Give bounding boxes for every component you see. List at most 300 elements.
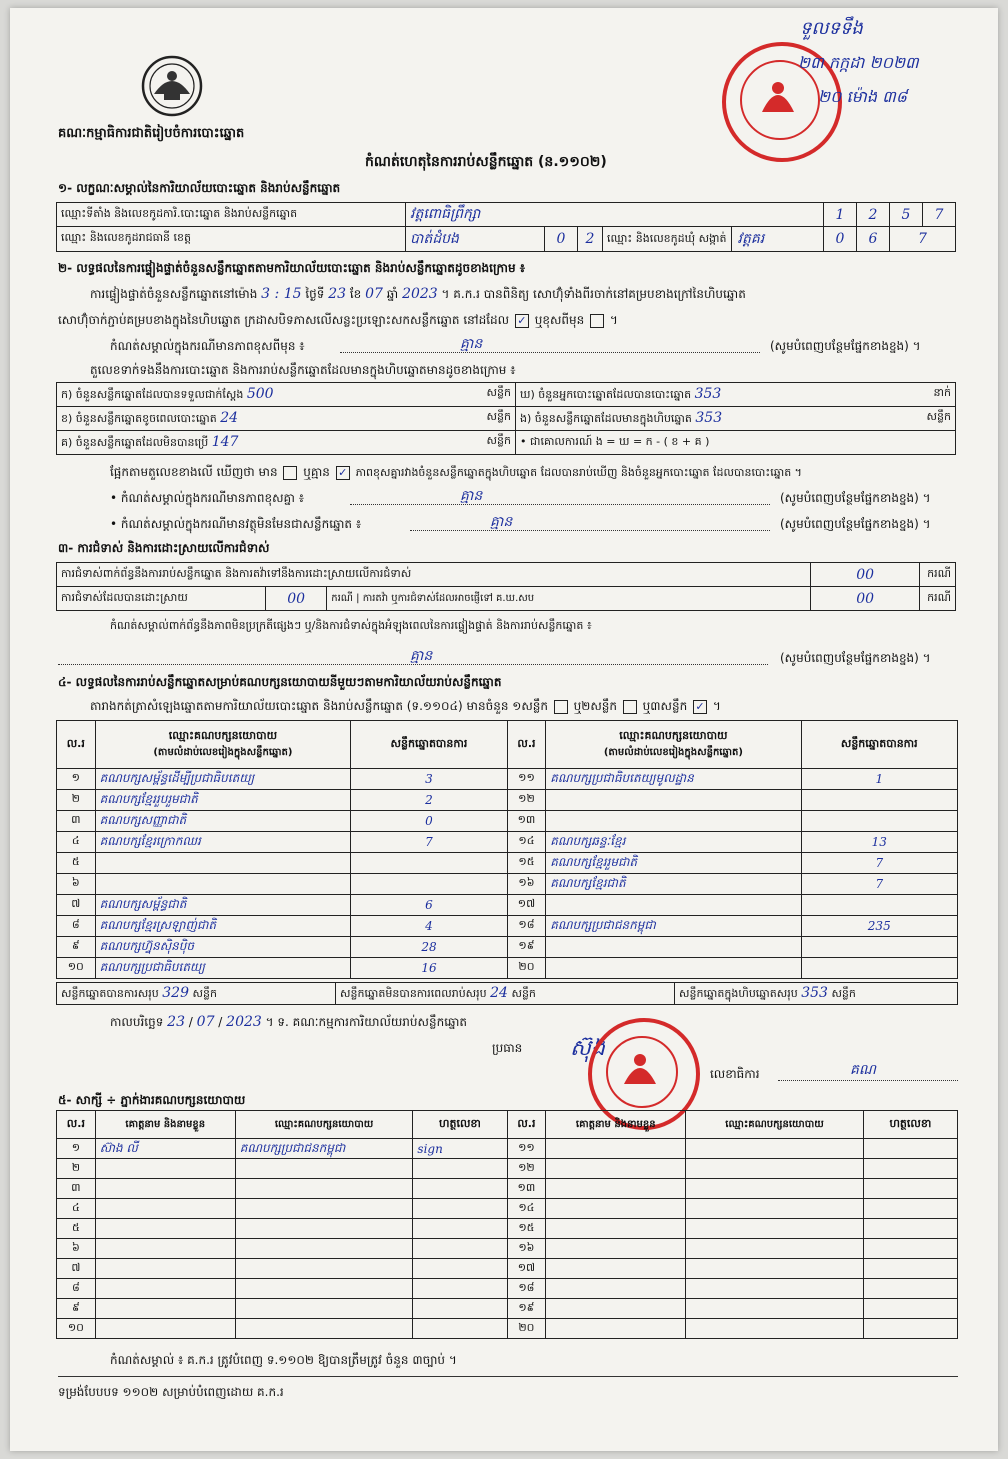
witness-party [686,1219,864,1239]
party-votes: 7 [801,874,957,895]
party-votes: 13 [801,832,957,853]
witness-party [235,1179,413,1199]
forwarded-label: ការតវ៉ា ឬការជំទាស់ដែលអាចផ្ញើទៅ គ.ឃ.សប [362,593,535,604]
witness-signature [413,1259,507,1279]
bullet2-suffix: (សូមបំពេញបន្ថែមផ្នែកខាងខ្នង) ។ [780,517,931,531]
party-no: ១៥ [507,853,546,874]
witness-signature [863,1299,957,1319]
party-no: ៩ [57,937,96,958]
col-party-title-right: ឈ្មោះគណបក្សនយោបាយ [619,729,728,742]
bullet1-label: • កំណត់សម្គាល់ក្នុងករណីមានភាពខុសគ្នា ៖ [110,491,305,505]
forwarded-unit: ករណី [920,587,956,611]
witness-no: ៤ [57,1199,96,1219]
witness-row [57,1219,958,1239]
party-votes [801,895,957,916]
witness-no: ១ [57,1139,96,1159]
witness-signature [863,1199,957,1219]
witness-party [235,1319,413,1339]
party-name [546,895,801,916]
party-row [57,958,958,979]
tally-3-label: ឬ៣សន្លឹក [642,699,688,713]
bullet2-value: គ្មាន [490,514,513,530]
col-no: ល.រ [57,721,96,769]
total-valid-value: 329 [162,984,189,1001]
w-col-no: ល.រ [57,1111,96,1139]
witness-party [686,1239,864,1259]
resolved-value: 00 [266,587,327,611]
witness-no: ១២ [507,1159,546,1179]
site-code-3: 5 [890,203,923,227]
objection-unit: ករណី [920,563,956,587]
province-code-1: 0 [545,227,578,252]
witness-party [235,1219,413,1239]
in-box-unit: សន្លឹក [926,409,951,423]
in-box-label: ង) ចំនួនសន្លឹកឆ្នោតដែលមានក្នុងហិបឆ្នោត [520,411,692,425]
irregularity-value: គ្មាន [410,648,433,664]
party-votes: 6 [351,895,507,916]
witness-no: ១៤ [507,1199,546,1219]
witness-name [546,1239,686,1259]
witness-party [235,1199,413,1219]
witness-table [56,1110,958,1339]
party-no: ៤ [57,832,96,853]
party-no: ១៨ [507,916,546,937]
tally-2-label: ឬ២សន្លឹក [573,699,618,713]
voters-value: 353 [694,385,722,402]
total-box-label: សន្លឹកឆ្នោតក្នុងហិបឆ្នោតសរុប [679,986,798,1000]
col-party-title: ឈ្មោះគណបក្សនយោបាយ [168,729,278,742]
party-row [57,916,958,937]
party-no: ១៦ [507,874,546,895]
section2-title: ២- លទ្ធផលនៃការផ្ទៀងផ្ទាត់ចំនួនសន្លឹកឆ្នោតតាមការិយាល័យបោះឆ្នោត និងរាប់សន្លឹកឆ្នោតដូចខាងក្រោម ៖ [58,261,526,275]
seal-note-line [340,352,760,353]
party-no: ១៤ [507,832,546,853]
party-no: ១៧ [507,895,546,916]
witness-no: ៦ [57,1239,96,1259]
witness-party [686,1179,864,1199]
committee-sign-label: ទ. គណៈកម្មការការិយាល័យរាប់សន្លឹកឆ្នោត [277,1015,468,1029]
witness-name [546,1139,686,1159]
party-no: ៨ [57,916,96,937]
witness-no: ១៨ [507,1279,546,1299]
col-party-right [546,721,801,769]
witness-signature [413,1279,507,1299]
total-invalid-label: សន្លឹកឆ្នោតមិនបានការពេលរាប់សរុប [340,986,487,1000]
party-no: ១២ [507,790,546,811]
col-votes: សន្លឹកឆ្នោតបានការ [351,721,507,769]
objection-label: ការជំទាស់ពាក់ព័ន្ធនឹងការរាប់សន្លឹកឆ្នោត និងការតវ៉ាទៅនឹងការដោះស្រាយលើការជំទាស់ [57,563,811,587]
seal-text: សោហ៊ុំចាក់ភ្ជាប់គម្របខាងក្នុងនៃហិបឆ្នោត ក្រដាសបិទភាសលើសន្លះប្រឡោះសកសន្លឹកឆ្នោត នៅដដែល [58,313,510,327]
in-box-value: 353 [695,409,723,426]
witness-signature [863,1319,957,1339]
witness-signature [863,1139,957,1159]
witness-row [57,1299,958,1319]
received-label: ក) ចំនួនសន្លឹកឆ្នោតដែលបានទទួលជាក់ស្តែង [61,387,244,401]
witness-name [546,1219,686,1239]
witness-party [686,1199,864,1219]
w-col-sign-right: ហត្ថលេខា [863,1111,957,1139]
party-name [546,958,801,979]
w-col-party: ឈ្មោះគណបក្សនយោបាយ [235,1111,413,1139]
site-label: ឈ្មោះទីតាំង និងលេខកូដការិ.បោះឆ្នោត និងរាប់សន្លឹកឆ្នោត [57,203,406,227]
witness-row [57,1239,958,1259]
total-valid-unit: សន្លឹក [192,986,217,1000]
party-results-table [56,720,958,979]
witness-party [235,1159,413,1179]
check-year: 2023 [402,286,438,302]
witness-party [686,1319,864,1339]
formula-text: • ជាគោលការណ៍ ង = ឃ = ក - ( ខ + គ ) [520,434,710,448]
party-no: ១១ [507,769,546,790]
witness-no: ២ [57,1159,96,1179]
witness-name [95,1279,235,1299]
party-name: គណបក្សខ្មែររួមជាតិ [546,853,801,874]
witness-signature [413,1239,507,1259]
difference-yes-checkbox[interactable] [283,466,297,480]
witness-signature [863,1279,957,1299]
section5-title: ៥- សាក្សី ÷ ភ្នាក់ងារគណបក្សនយោបាយ [58,1093,246,1107]
handwritten-note-3: ២០ ម៉ោង ៣៨ [818,87,908,106]
witness-no: ១៣ [507,1179,546,1199]
party-votes [801,958,957,979]
party-row [57,832,958,853]
witness-name [95,1239,235,1259]
witness-no: ៣ [57,1179,96,1199]
tally-1-checkbox[interactable] [554,700,568,714]
seal-same-checkbox[interactable]: ✓ [515,314,529,328]
check-line-2: សោហ៊ុំចាក់ភ្ជាប់គម្របខាងក្នុងនៃហិបឆ្នោត ក្រដាសបិទភាសលើសន្លះប្រឡោះសកសន្លឹកឆ្នោត នៅដដែល ✓ ឬខុសពីមុន ។ [58,313,618,327]
site-value: វត្តពោធិព្រឹក្សា [406,203,824,227]
section4-title: ៤- លទ្ធផលនៃការរាប់សន្លឹកឆ្នោតសម្រាប់គណបក្សនយោបាយនីមួយៗតាមការិយាល័យរាប់សន្លឹកឆ្នោត [58,675,502,689]
witness-name [546,1179,686,1199]
bullet1-value: គ្មាន [460,488,483,504]
witness-name: ស៊ាង លី [95,1139,235,1159]
date-day: 23 [167,1014,185,1030]
witness-name [546,1259,686,1279]
party-name: គណបក្សខ្មែរជាតិ [546,874,801,895]
witness-row [57,1179,958,1199]
results-intro: តួលេខទាក់ទងនឹងការបោះឆ្នោត និងការរាប់សន្លឹកឆ្នោតដែលមានក្នុងហិបឆ្នោតមានដូចខាងក្រោម ៖ [90,363,516,377]
secretary-label: លេខាធិការ [710,1067,760,1081]
witness-no: ៨ [57,1279,96,1299]
check-time-label: ការផ្ទៀងផ្ទាត់ចំនួនសន្លឹកឆ្នោតនៅម៉ោង [90,287,258,301]
total-invalid-value: 24 [490,984,508,1001]
witness-name [95,1199,235,1219]
difference-line [110,464,802,481]
witness-name [95,1179,235,1199]
spoiled-value: 24 [220,409,239,426]
province-code-2: 2 [578,227,603,251]
witness-row [57,1159,958,1179]
spoiled-label: ខ) ចំនួនសន្លឹកឆ្នោតខូចពេលបោះឆ្នោត [61,411,217,425]
difference-no-label: ឬគ្មាន [303,465,330,479]
form-sheet [10,8,998,1451]
witness-signature: sign [413,1139,507,1159]
form-title: កំណត់ហេតុនៃការរាប់សន្លឹកឆ្នោត (ន.១១០២) [365,154,607,170]
nec-emblem [140,54,204,118]
witness-row [57,1139,958,1159]
col-party [95,721,351,769]
seal-different-label: ឬខុសពីមុន [534,313,585,327]
party-name: គណបក្សប្រជាធិបតេយ្យ [95,958,351,979]
irregularity-label: កំណត់សម្គាល់ពាក់ព័ន្ធនឹងភាពមិនប្រក្រតីផ្សេងៗ ឬ/និងការជំទាស់ក្នុងអំឡុងពេលនៃការផ្ទៀងផ្ទាត់ និងការរាប់សន្លឹកឆ្នោត ៖ [110,619,592,632]
witness-party [686,1139,864,1159]
witness-party [235,1259,413,1279]
w-col-name: គោត្តនាម និងនាមខ្លួន [95,1111,235,1139]
witness-name [95,1319,235,1339]
total-valid-label: សន្លឹកឆ្នោតបានការសរុប [61,986,159,1000]
witness-no: ១៧ [507,1259,546,1279]
unused-label: គ) ចំនួនសន្លឹកឆ្នោតដែលមិនបានប្រើ [61,435,209,449]
witness-no: ២០ [507,1319,546,1339]
party-no: ២ [57,790,96,811]
seal-note-value: គ្មាន [460,336,483,352]
witness-row [57,1199,958,1219]
bullet1-line [350,504,770,505]
col-votes-right: សន្លឹកឆ្នោតបានការ [801,721,957,769]
received-value: 500 [246,385,274,402]
witness-name [546,1279,686,1299]
witness-no: ១១ [507,1139,546,1159]
commune-label: ឈ្មោះ និងលេខកូដឃុំ សង្កាត់ [603,227,732,251]
witness-no: ៥ [57,1219,96,1239]
witness-signature [863,1179,957,1199]
form-code: ទម្រង់បែបបទ ១១០២ សម្រាប់បំពេញដោយ គ.ក.រ [58,1385,284,1399]
check-month: 07 [365,286,383,302]
committee-name: គណៈកម្មាធិការជាតិរៀបចំការបោះឆ្នោត [58,126,245,141]
witness-no: ១៩ [507,1299,546,1319]
seal-note-suffix: (សូមបំពេញបន្ថែមផ្នែកខាងខ្នង) ។ [770,339,921,353]
results-row [57,383,956,407]
totals-table [56,982,958,1005]
witness-name [95,1159,235,1179]
party-name: គណបក្សហ្វ៊ុនស៊ិនប៉ិច [95,937,351,958]
witness-signature [863,1259,957,1279]
check-month-label: ខែ [349,287,362,301]
witness-signature [863,1239,957,1259]
secretary-signature: គណ [850,1062,876,1078]
witness-signature [413,1219,507,1239]
party-votes: 16 [351,958,507,979]
date-year: 2023 [226,1014,262,1030]
party-votes [351,874,507,895]
witness-no: ៧ [57,1259,96,1279]
party-votes [351,853,507,874]
party-votes: 7 [351,832,507,853]
party-name: គណបក្សឆន្ទៈខ្មែរ [546,832,801,853]
witness-party [686,1159,864,1179]
date-label: កាលបរិច្ឆេទ [110,1015,164,1029]
party-name: គណបក្សខ្មែររួបរួមជាតិ [95,790,351,811]
party-no: ២០ [507,958,546,979]
difference-label: ផ្អែកតាមតួលេខខាងលើ ឃើញថា មាន [110,465,278,479]
section3-title: ៣- ការជំទាស់ និងការដោះស្រាយលើការជំទាស់ [58,541,270,555]
party-name: គណបក្សប្រជាជនកម្ពុជា [546,916,801,937]
witness-name [546,1299,686,1319]
party-name [95,874,351,895]
w-col-party-right: ឈ្មោះគណបក្សនយោបាយ [686,1111,864,1139]
resolved-unit: ករណី [331,593,353,604]
col-no-right: ល.រ [507,721,546,769]
commune-code-1: 0 [824,227,857,252]
unused-unit: សន្លឹក [486,433,511,447]
site-code-1: 1 [824,203,857,227]
party-name: គណបក្សសម្ព័ន្ធជាតិ [95,895,351,916]
site-code-4: 7 [923,203,956,227]
resolved-label: ការជំទាស់ដែលបានដោះស្រាយ [57,587,266,611]
bullet2-label: • កំណត់សម្គាល់ក្នុងករណីមានវត្ថុមិនមែនជាសន្លឹកឆ្នោត ៖ [110,517,362,531]
witness-row [57,1319,958,1339]
witness-party [686,1299,864,1319]
party-row [57,937,958,958]
results-row [57,431,956,455]
party-name: គណបក្សខ្មែរស្រឡាញ់ជាតិ [95,916,351,937]
footnote: កំណត់សម្គាល់ ៖ គ.ក.រ ត្រូវបំពេញ ទ.១១០២ ឱ្យបានត្រឹមត្រូវ ចំនួន ៣ច្បាប់ ។ [110,1353,457,1367]
party-row [57,874,958,895]
check-line-1 [90,286,746,302]
commune-code-2: 6 [857,227,890,252]
witness-party [235,1239,413,1259]
col-party-sub: (តាមលំដាប់លេខរៀងក្នុងសន្លឹកឆ្នោត) [153,747,293,758]
party-name: គណបក្សសញ្ញាជាតិ [95,811,351,832]
date-month: 07 [196,1014,215,1030]
check-year-label: ឆ្នាំ [386,287,399,301]
witness-name [95,1299,235,1319]
witness-name [95,1219,235,1239]
results-row [57,407,956,431]
w-col-no-right: ល.រ [507,1111,546,1139]
witness-no: ១០ [57,1319,96,1339]
party-votes: 0 [351,811,507,832]
witness-party [686,1279,864,1299]
voters-unit: នាក់ [933,385,951,399]
witness-signature [863,1219,957,1239]
total-box-unit: សន្លឹក [831,986,856,1000]
party-name: គណបក្សសម្ព័ន្ធដើម្បីប្រជាធិបតេយ្យ [95,769,351,790]
difference-no-checkbox[interactable]: ✓ [336,466,350,480]
witness-party: គណបក្សប្រជាជនកម្ពុជា [235,1139,413,1159]
party-name [546,811,801,832]
party-no: ១០ [57,958,96,979]
party-no: ៧ [57,895,96,916]
party-no: ១៩ [507,937,546,958]
difference-text: ភាពខុសគ្នារវាងចំនួនសន្លឹកឆ្នោតក្នុងហិបឆ្នោត ដែលបានរាប់ឃើញ និងចំនួនអ្នកបោះឆ្នោត ដែលបានបោះឆ្នោត ។ [355,466,802,479]
col-party-sub-right: (តាមលំដាប់លេខរៀងក្នុងសន្លឹកឆ្នោត) [603,747,743,758]
commune-value: វត្តគរ [737,230,765,247]
party-votes: 4 [351,916,507,937]
witness-party [686,1259,864,1279]
unused-value: 147 [211,433,239,450]
party-row [57,811,958,832]
chair-label: ប្រធាន [492,1041,523,1055]
witness-signature [413,1319,507,1339]
witness-name [95,1259,235,1279]
section1-table [56,202,956,252]
check-day: 23 [328,286,347,302]
witness-signature [413,1299,507,1319]
date-line: កាលបរិច្ឆេទ 23 / 07 / 2023 ។ ទ. គណៈកម្មការការិយាល័យរាប់សន្លឹកឆ្នោត [110,1014,468,1030]
province-value: បាត់ដំបង [406,227,545,252]
section1-title: ១- លក្ខណៈសម្គាល់នៃការិយាល័យបោះឆ្នោត និងរាប់សន្លឹកឆ្នោត [58,181,341,195]
witness-no: ៩ [57,1299,96,1319]
witness-signature [413,1159,507,1179]
party-no: ៣ [57,811,96,832]
party-row [57,769,958,790]
party-name [546,937,801,958]
witness-name [546,1199,686,1219]
results-table [56,382,956,455]
objection-value: 00 [811,563,920,587]
check-day-label: ថ្ងៃទី [305,287,325,301]
bullet2-line [410,530,770,531]
witness-no: ១៥ [507,1219,546,1239]
handwritten-note-1: ទួលទទឹង [800,18,863,39]
emblem-icon [140,54,204,118]
footer-divider [58,1376,958,1377]
total-box-value: 353 [801,984,828,1001]
witness-signature [413,1199,507,1219]
party-votes: 2 [351,790,507,811]
spoiled-unit: សន្លឹក [486,409,511,423]
voters-label: ឃ) ចំនួនអ្នកបោះឆ្នោតដែលបានបោះឆ្នោត [520,387,692,401]
witness-row [57,1279,958,1299]
party-votes: 28 [351,937,507,958]
witness-party [235,1299,413,1319]
w-col-name-right: គោត្តនាម និងនាមខ្លួន [546,1111,686,1139]
total-invalid-unit: សន្លឹក [511,986,536,1000]
witness-signature [413,1179,507,1199]
party-votes [801,790,957,811]
seal-different-checkbox[interactable] [590,314,604,328]
witness-party [235,1279,413,1299]
party-no: ១ [57,769,96,790]
party-votes [801,811,957,832]
party-votes: 1 [801,769,957,790]
witness-name [546,1319,686,1339]
party-name: គណបក្សប្រជាធិបតេយ្យមូលដ្ឋាន [546,769,801,790]
commune-code-3: 7 [890,227,956,252]
party-votes [801,937,957,958]
received-unit: សន្លឹក [486,385,511,399]
check-line1-end: ។ គ.ក.រ បានពិនិត្យ សោហ៊ុំទាំងពីរចាក់នៅគម្របខាងក្រៅនៃហិបឆ្នោត [441,287,746,301]
tally-3-checkbox[interactable]: ✓ [693,700,707,714]
committee-stamp-icon [588,1018,692,1122]
party-no: ៥ [57,853,96,874]
party-row [57,853,958,874]
party-row [57,790,958,811]
site-code-2: 2 [857,203,890,227]
party-name: គណបក្សខ្មែរក្រោកឈរ [95,832,351,853]
tally-intro: តារាងកត់ត្រាសំឡេងឆ្នោតតាមការិយាល័យបោះឆ្នោត និងរាប់សន្លឹកឆ្នោត (ទ.១១០៤) មានចំនួន ១សន្លឹក [90,699,548,713]
bullet1-suffix: (សូមបំពេញបន្ថែមផ្នែកខាងខ្នង) ។ [780,491,931,505]
tally-sheet-line: តារាងកត់ត្រាសំឡេងឆ្នោតតាមការិយាល័យបោះឆ្នោត និងរាប់សន្លឹកឆ្នោត (ទ.១១០៤) មានចំនួន ១សន្លឹក ឬ២សន្លឹក ឬ៣សន្លឹក ✓ ។ [90,699,721,713]
party-row [57,895,958,916]
witness-row [57,1259,958,1279]
chair-signature: ស៊ុង [570,1036,605,1061]
seal-note-label: កំណត់សម្គាល់ក្នុងករណីមានភាពខុសពីមុន ៖ [110,339,305,353]
witness-signature [863,1159,957,1179]
witness-name [546,1159,686,1179]
handwritten-note-2: ២៣ កក្កដា ២០២៣ [798,53,919,72]
party-name [95,853,351,874]
party-votes: 3 [351,769,507,790]
w-col-sign: ហត្ថលេខា [413,1111,507,1139]
party-no: ១៣ [507,811,546,832]
party-votes: 7 [801,853,957,874]
tally-2-checkbox[interactable] [623,700,637,714]
party-no: ៦ [57,874,96,895]
witness-no: ១៦ [507,1239,546,1259]
